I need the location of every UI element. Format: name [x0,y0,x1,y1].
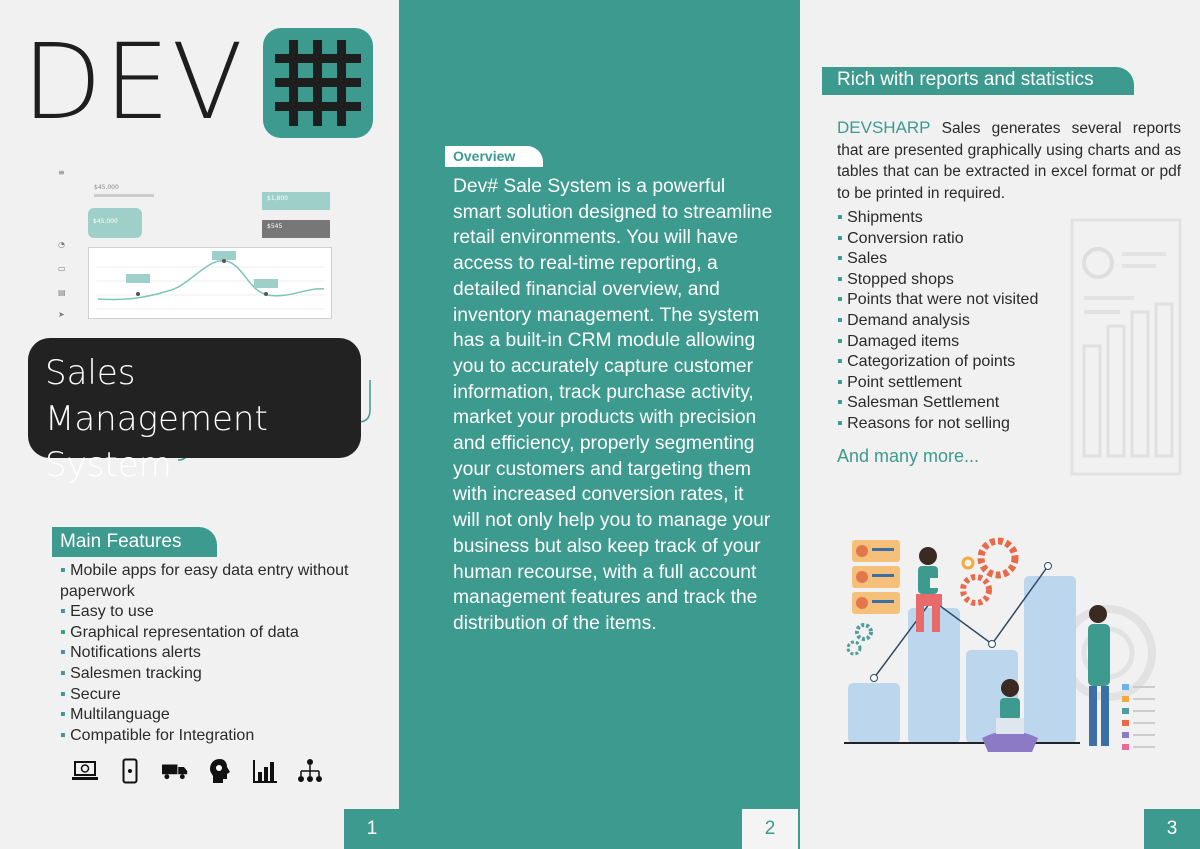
list-item: ▪ Easy to use [60,602,360,623]
list-item: ▪ Stopped shops [837,270,1087,291]
menu-icon: ≡ [58,168,65,177]
feature-icons [72,758,323,784]
dashboard-subline [94,194,154,197]
reports-intro-text: Sales generates several reports that are presented graphically using charts and as tables that can be extracted in excel format or pdf to be printed in required. [837,120,1181,202]
list-item: ▪ Secure [60,685,360,706]
report-list [837,208,1087,435]
list-item: ▪ Reasons for not selling [837,414,1087,435]
features-header: Main Features [52,527,217,557]
analytics-team-illustration [840,528,1170,768]
dashboard-value-top: $45,000 [94,184,119,191]
list-item: ▪ Salesmen tracking [60,664,360,685]
list-item: ▪ Salesman Settlement [837,393,1087,414]
list-item: ▪ Demand analysis [837,311,1087,332]
page-title: Sales Management System [45,353,268,485]
overview-body: Dev# Sale System is a powerful smart solution designed to streamline retail environments. You will have access to real-time reporting, a detailed financial overview, and inventory management. The system has a built-in CRM module allowing you to accurately capture customer information, track purchase activity, market your products with precision and efficiency, properly segmenting your customers and targeting them with increased conversion rates, it will not only help you to manage your business but also keep track of your human recourse, with a full account management features and track the distribution of the items. [453,176,773,634]
bar-chart-icon [252,758,278,784]
list-item: ▪ Conversion ratio [837,229,1087,250]
list-item: ▪ Multilanguage [60,705,360,726]
list-item: ▪ Categorization of points [837,352,1087,373]
folder-icon: ▭ [58,264,66,273]
dashboard-card-right-bottom: $545 [262,220,330,238]
overview-header: Overview [445,146,543,167]
list-item: ▪ Mobile apps for easy data entry without paperwork [60,561,360,602]
page-number: 3 [1144,809,1200,849]
send-icon: ➤ [58,310,65,319]
page-number: 2 [742,809,798,849]
dashboard-mockup [58,168,342,322]
bell-icon: ◔ [58,240,65,249]
and-more-text: And many more... [837,446,980,466]
dashboard-card-teal: $45,000 [88,208,142,238]
list-item: ▪ Compatible for Integration [60,726,360,747]
card-icon: ▤ [58,288,66,297]
panel-page-2 [399,0,800,849]
page-number: 1 [344,809,400,849]
dashboard-line-chart [88,247,332,319]
panel-page-3 [800,0,1200,849]
brand-name: DEVSHARP [837,118,931,137]
list-item: ▪ Points that were not visited [837,290,1087,311]
reports-header: Rich with reports and statistics [822,67,1134,95]
logo-text: DEV [22,21,245,143]
list-item: ▪ Graphical representation of data [60,623,360,644]
truck-icon [162,758,188,784]
dashboard-card-right-top: $1,800 [262,192,330,210]
laptop-globe-icon [72,758,98,784]
logo-hash-icon [263,28,373,138]
list-item: ▪ Point settlement [837,373,1087,394]
hierarchy-icon [297,758,323,784]
list-item: ▪ Shipments [837,208,1087,229]
list-item: ▪ Notifications alerts [60,643,360,664]
panel-page-1 [0,0,399,849]
list-item: ▪ Damaged items [837,332,1087,353]
head-gear-icon [207,758,233,784]
mobile-icon [117,758,143,784]
feature-list [60,561,360,746]
list-item: ▪ Sales [837,249,1087,270]
reports-intro [837,117,1181,204]
